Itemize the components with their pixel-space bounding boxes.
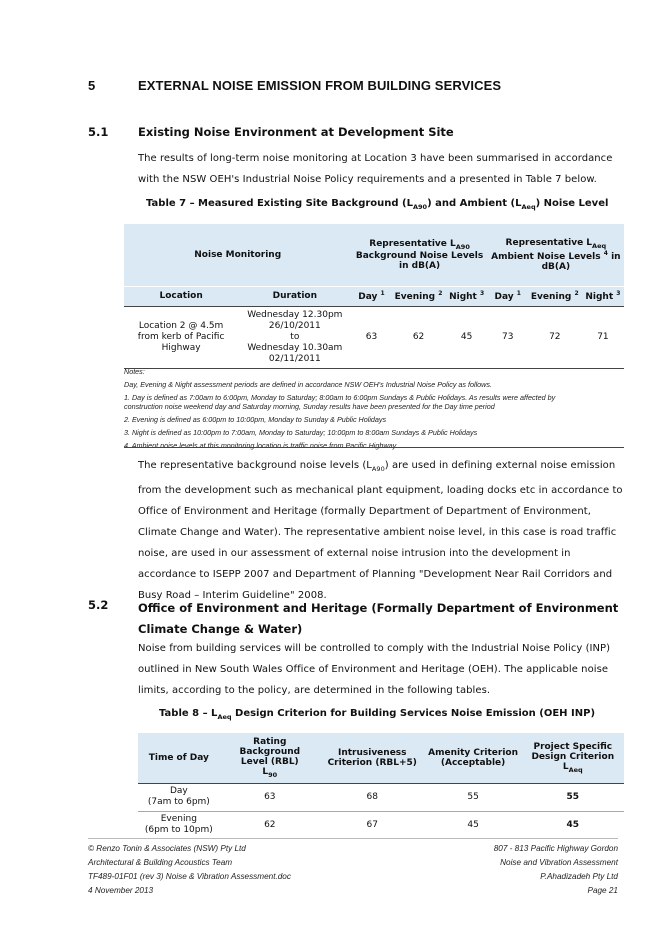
header-bg-day: Day $^1$ bbox=[351, 286, 391, 306]
cell-amb-night: 71 bbox=[597, 332, 609, 342]
header-amb-evening: Evening $^2$ bbox=[528, 286, 582, 306]
cell-duration: Wednesday 12.30pm 26/10/2011 to Wednesday 10.30am 02/11/2011 bbox=[247, 309, 343, 364]
table-row bbox=[138, 811, 624, 839]
cell-intrusiveness: 67 bbox=[366, 819, 378, 830]
section-5-title: EXTERNAL NOISE EMISSION FROM BUILDING SERVICES bbox=[138, 78, 502, 93]
table-row bbox=[124, 306, 624, 368]
paragraph-line: Office of Environment and Heritage (formally Department of Department of Environment, bbox=[138, 506, 591, 517]
section-5-2-paragraph bbox=[138, 638, 628, 701]
footer-team: Architectural & Building Acoustics Team bbox=[88, 858, 233, 867]
note-line: Notes: bbox=[124, 367, 145, 376]
table-8-header-row bbox=[138, 733, 624, 783]
cell-time: Evening (6pm to 10pm) bbox=[144, 814, 213, 836]
paragraph-line: from the development such as mechanical plant equipment, loading docks etc in accordance to bbox=[138, 485, 623, 496]
header-time-of-day: Time of Day bbox=[138, 733, 220, 783]
header-ambient-levels: Representative $L_{Aeq}$ Ambient Noise Levels $^4$ in dB(A) bbox=[488, 224, 624, 286]
header-bg-night: Night $^3$ bbox=[446, 286, 488, 306]
table-7-group-header-row bbox=[124, 224, 624, 286]
note-line: 3. Night is defined as 10:00pm to 7:00am, Monday to Saturday; 10:00pm to 8:00am Sundays & Public Holidays bbox=[124, 427, 478, 437]
paragraph-line: outlined in New South Wales Office of Environment and Heritage (OEH). The applicable noise bbox=[138, 664, 609, 675]
footer-left bbox=[88, 842, 291, 898]
table-8-caption: Table $8 - L_{Aeq}$ Design Criterion for Building Services Noise Emission (OEH INP) bbox=[159, 708, 596, 721]
cell-location: Location 2 @ 4.5m from kerb of Pacific Highway bbox=[137, 320, 225, 353]
section-5-1-title: Existing Noise Environment at Development Site bbox=[138, 125, 454, 139]
header-duration: Duration bbox=[238, 286, 351, 306]
cell-amenity: 55 bbox=[467, 791, 479, 802]
cell-project-specific: 45 bbox=[566, 819, 580, 830]
table-7-caption: Table 7 – Measured Existing Site Background $(L_{A90})$ and Ambient $(L_{Aeq})$ Noise Level bbox=[146, 198, 609, 211]
note-line: Day, Evening & Night assessment periods are defined in accordance NSW OEH's Industrial Noise Policy as follows. bbox=[124, 379, 492, 389]
paragraph-line: Noise from building services will be controlled to comply with the Industrial Noise Policy (INP) bbox=[138, 643, 611, 654]
footer-right bbox=[494, 842, 618, 898]
footer-document-ref: TF489-01F01 (rev 3) Noise & Vibration Assessment.doc bbox=[88, 872, 291, 881]
footer-divider bbox=[88, 838, 618, 839]
section-5-1-paragraph bbox=[138, 148, 618, 190]
section-5-2-number: 5.2 bbox=[88, 598, 109, 612]
table-8 bbox=[138, 733, 624, 839]
header-intrusiveness: Intrusiveness Criterion (RBL+5) bbox=[320, 733, 425, 783]
paragraph-line: limits, according to the policy, are determined in the following tables. bbox=[138, 685, 491, 696]
footer-client: P.Ahadizadeh Pty Ltd bbox=[540, 872, 618, 881]
header-amenity: Amenity Criterion (Acceptable) bbox=[425, 733, 522, 783]
footer-project-address: 807 - 813 Pacific Highway Gordon bbox=[493, 844, 618, 853]
footer-report-title: Noise and Vibration Assessment bbox=[500, 858, 618, 867]
cell-project-specific: 55 bbox=[566, 791, 580, 802]
cell-time: Day (7am to 6pm) bbox=[147, 786, 210, 807]
table-7-column-header-row bbox=[124, 286, 624, 306]
header-location: Location bbox=[124, 286, 238, 306]
cell-bg-evening: 62 bbox=[412, 332, 425, 342]
paragraph-line: noise, are used in our assessment of external noise intrusion into the development in bbox=[138, 548, 571, 559]
header-amb-night: Night $^3$ bbox=[582, 286, 624, 306]
paragraph-line: accordance to ISEPP 2007 and Department of Planning "Development Near Rail Corridors and bbox=[138, 569, 613, 580]
table-7 bbox=[124, 224, 624, 369]
background-noise-paragraph bbox=[138, 455, 628, 606]
cell-intrusiveness: 68 bbox=[366, 791, 378, 802]
footer-copyright: © Renzo Tonin & Associates (NSW) Pty Ltd bbox=[88, 844, 246, 853]
section-5-number: 5 bbox=[88, 78, 96, 93]
header-rbl: Rating Background Level (RBL) $L_{90}$ bbox=[220, 733, 320, 783]
cell-amenity: 45 bbox=[467, 819, 479, 830]
section-5-1-number: 5.1 bbox=[88, 125, 109, 139]
paragraph-line: The results of long-term noise monitoring at Location 3 have been summarised in accordance bbox=[138, 153, 613, 164]
table-row bbox=[138, 783, 624, 811]
note-line: 4. Ambient noise levels at this monitoring location is traffic noise from Pacific Highway bbox=[124, 440, 397, 450]
header-project-specific: Project Specific Design Criterion $L_{Aeq}$ bbox=[522, 733, 624, 783]
footer-date: 4 November 2013 bbox=[88, 886, 154, 895]
section-5-2-title: Office of Environment and Heritage (Formally Department of Environment Climate Change & Water) bbox=[138, 601, 619, 636]
cell-amb-evening: 72 bbox=[549, 332, 561, 342]
cell-bg-day: 63 bbox=[365, 332, 378, 342]
cell-amb-day: 73 bbox=[502, 332, 514, 342]
header-background-levels: Representative $L_{A90}$ Background Noise Levels in dB(A) bbox=[351, 224, 487, 286]
cell-rbl: 62 bbox=[264, 819, 276, 830]
header-bg-evening: Evening $^2$ bbox=[392, 286, 446, 306]
notes-divider bbox=[124, 447, 624, 448]
cell-rbl: 63 bbox=[264, 791, 276, 802]
note-line: construction noise weekend day and Saturday morning, Sunday results have been presented for the Day time period bbox=[124, 402, 495, 412]
note-line: 1. Day is defined as 7:00am to 6:00pm, Monday to Saturday; 8:00am to 6:00pm Sundays & Public Holidays. As results were affected by bbox=[124, 392, 556, 402]
note-line: 2. Evening is defined as 6:00pm to 10:00pm, Monday to Sunday & Public Holidays bbox=[124, 415, 387, 425]
paragraph-line: The representative background noise levels $(L_{A90})$ are used in defining external noise emission bbox=[138, 460, 616, 473]
table-7-notes bbox=[124, 367, 624, 451]
header-amb-day: Day $^1$ bbox=[488, 286, 528, 306]
paragraph-line: Busy Road – Interim Guideline" 2008. bbox=[138, 590, 327, 601]
header-noise-monitoring: Noise Monitoring bbox=[124, 224, 351, 286]
paragraph-line: Climate Change and Water). The representative ambient noise level, in this case is road traffic bbox=[138, 527, 617, 538]
paragraph-line: with the NSW OEH's Industrial Noise Policy requirements and a presented in Table 7 below. bbox=[138, 174, 597, 185]
cell-bg-night: 45 bbox=[460, 332, 473, 342]
footer-page-number: Page 21 bbox=[587, 886, 618, 895]
